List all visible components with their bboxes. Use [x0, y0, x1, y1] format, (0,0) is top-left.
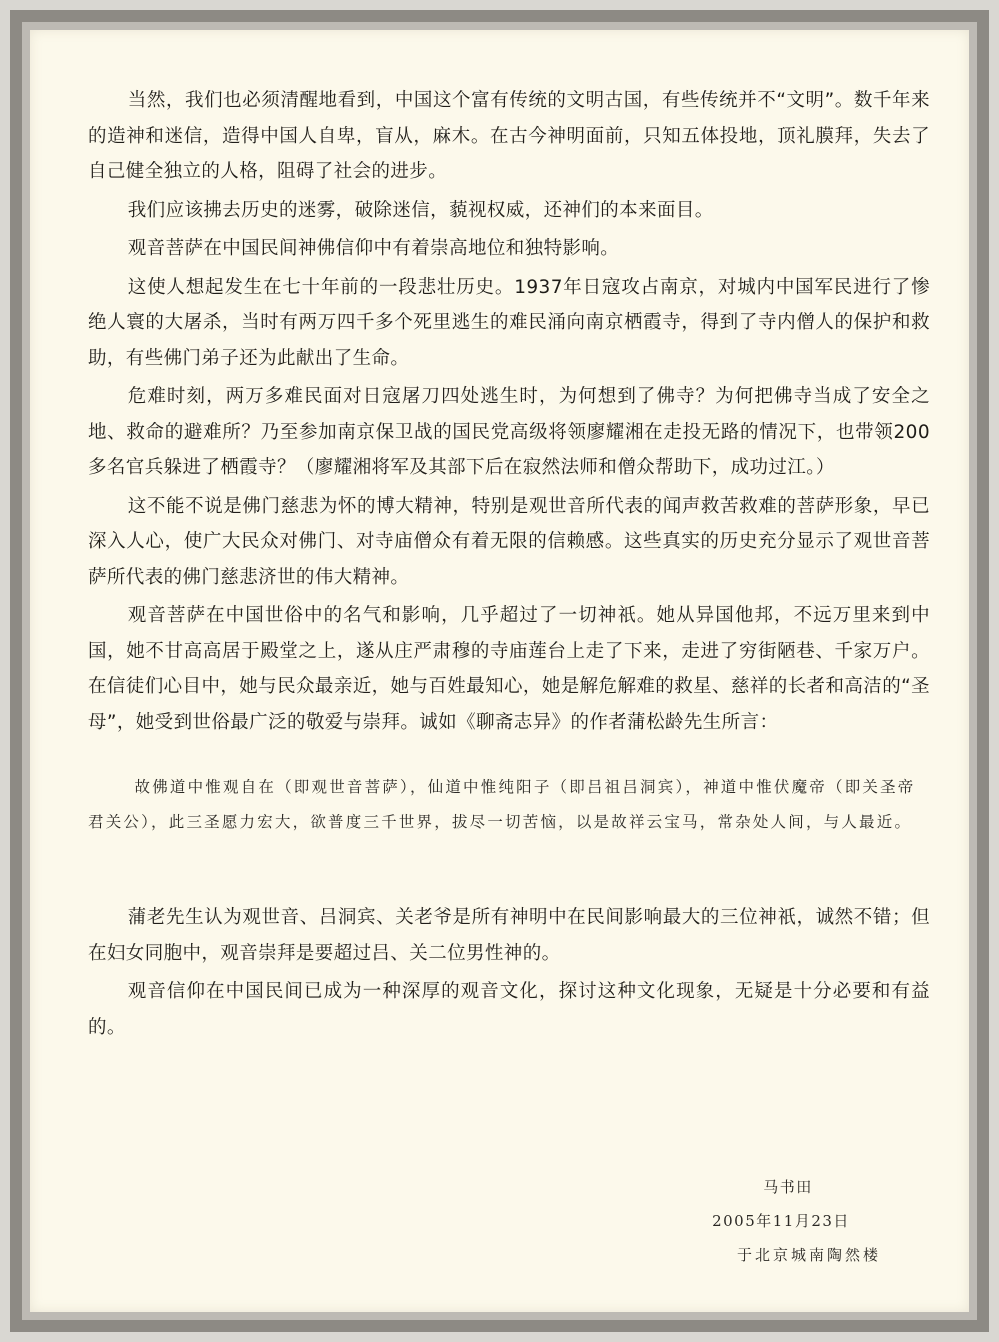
paragraph-9: 观音信仰在中国民间已成为一种深厚的观音文化，探讨这种文化现象，无疑是十分必要和有益的。 [88, 981, 930, 1038]
signature-date: 2005年11月23日 [712, 1212, 850, 1230]
signature-block [681, 1170, 881, 1272]
quotation-block [88, 770, 930, 840]
author-name: 马书田 [763, 1178, 813, 1196]
paragraph-3: 观音菩萨在中国民间神佛信仰中有着崇高地位和独特影响。 [127, 238, 620, 259]
main-text-block [88, 83, 930, 743]
paragraph-8: 蒲老先生认为观世音、吕洞宾、关老爷是所有神明中在民间影响最大的三位神祇，诚然不错；但在妇女同胞中，观音崇拜是要超过吕、关二位男性神的。 [88, 907, 930, 964]
closing-text-block [88, 900, 930, 1048]
paragraph-6: 这不能不说是佛门慈悲为怀的博大精神，特别是观世音所代表的闻声救苦救难的菩萨形象，早已深入人心，使广大民众对佛门、对寺庙僧众有着无限的信赖感。这些真实的历史充分显示了观世音菩萨所代表的佛门慈悲济世的伟大精神。 [88, 495, 930, 588]
signature-place: 于北京城南陶然楼 [736, 1246, 881, 1264]
paragraph-2: 我们应该拂去历史的迷雾，破除迷信，藐视权威，还神们的本来面目。 [127, 199, 714, 221]
paragraph-1: 当然，我们也必须清醒地看到，中国这个富有传统的文明古国，有些传统并不“文明”。数千年来的造神和迷信，造得中国人自卑，盲从，麻木。在古今神明面前，只知五体投地，顶礼膜拜，失去了自己健全独立的人格，阻碍了社会的进步。 [88, 90, 930, 182]
paragraph-7: 观音菩萨在中国世俗中的名气和影响，几乎超过了一切神祇。她从异国他邦，不远万里来到中国，她不甘高高居于殿堂之上，遂从庄严肃穆的寺庙莲台上走了下来，走进了穷街陋巷、千家万户。在信徒们心目中，她与民众最亲近，她与百姓最知心，她是解危解难的救星、慈祥的长者和高洁的“圣母”，她受到世俗最广泛的敬爱与崇拜。诚如《聊斋志异》的作者蒲松龄先生所言： [88, 605, 930, 733]
quotation-text: 故佛道中惟观自在（即观世音菩萨），仙道中惟纯阳子（即吕祖吕洞宾），神道中惟伏魔帝（即关圣帝君关公），此三圣愿力宏大，欲普度三千世界，拔尽一切苦恼，以是故祥云宝马，常杂处人间，与人最近。 [88, 778, 916, 831]
paragraph-5: 危难时刻，两万多难民面对日寇屠刀四处逃生时，为何想到了佛寺？为何把佛寺当成了安全之地、救命的避难所？乃至参加南京保卫战的国民党高级将领廖耀湘在走投无路的情况下，也带领200多名官兵躲进了栖霞寺？（廖耀湘将军及其部下后在寂然法师和僧众帮助下，成功过江。） [88, 386, 930, 478]
paragraph-4: 这使人想起发生在七十年前的一段悲壮历史。1937年日寇攻占南京，对城内中国军民进行了惨绝人寰的大屠杀，当时有两万四千多个死里逃生的难民涌向南京栖霞寺，得到了寺内僧人的保护和救助，有些佛门弟子还为此献出了生命。 [88, 276, 930, 369]
